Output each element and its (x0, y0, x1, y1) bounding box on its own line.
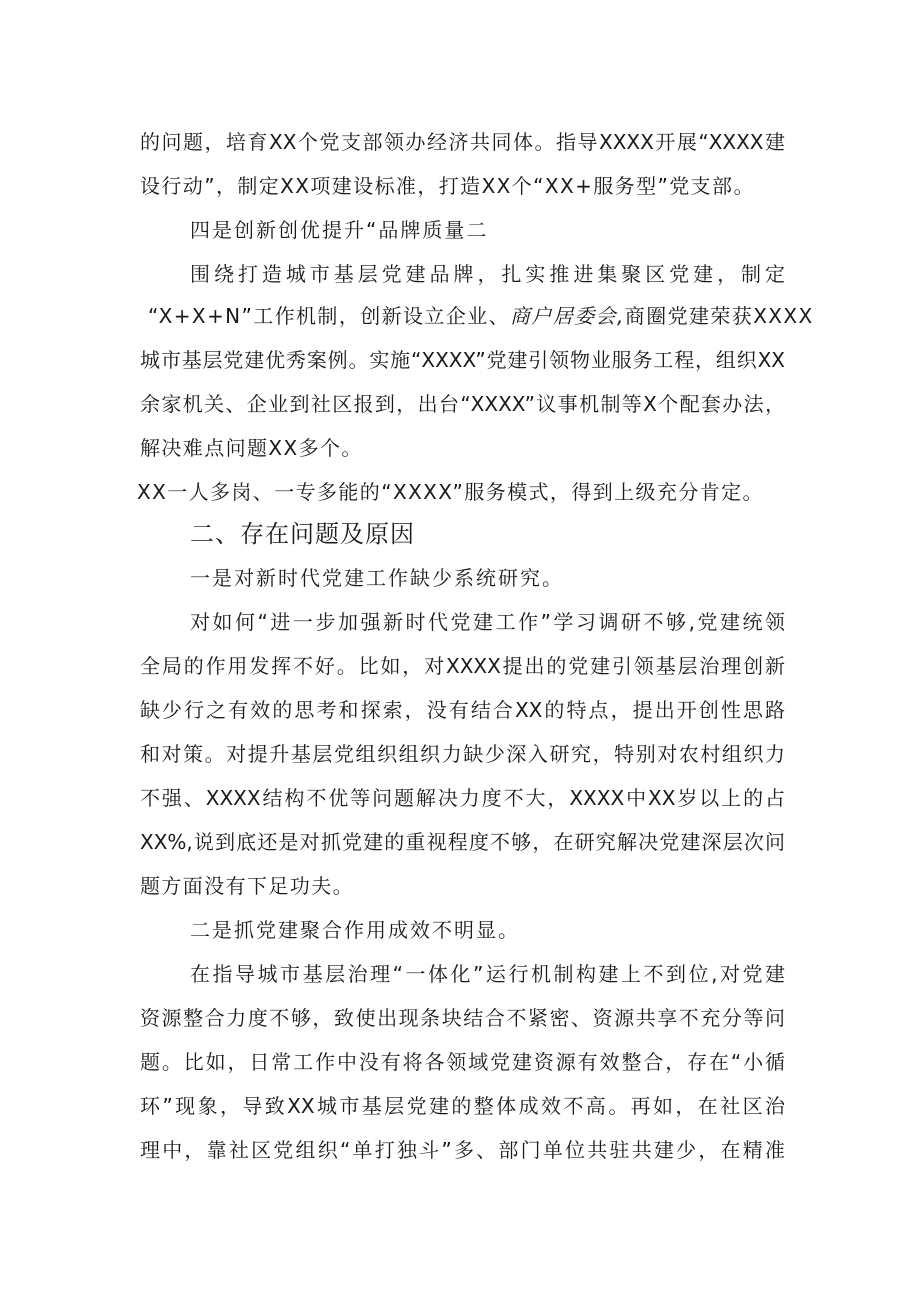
paragraph-line: 不强、XXXX结构不优等问题解决力度不大，XXXX中XX岁以上的占 (140, 786, 785, 810)
paragraph-line: 全局的作用发挥不好。比如，对XXXX提出的党建引领基层治理创新 (140, 654, 785, 678)
paragraph-line: 余家机关、企业到社区报到，出台“XXXX”议事机制等X个配套办法， (140, 392, 785, 416)
paragraph-line (148, 302, 814, 330)
paragraph-line: 围绕打造城市基层党建品牌，扎实推进集聚区党建，制定 (190, 262, 785, 286)
subheading-line: 一是对新时代党建工作缺少系统研究。 (190, 566, 564, 590)
paragraph-line: 在指导城市基层治理“一体化”运行机制构建上不到位,对党建 (190, 962, 785, 986)
paragraph-line: 环”现象，导致XX城市基层党建的整体成效不高。再如，在社区治 (140, 1094, 785, 1118)
paragraph-line: 和对策。对提升基层党组织组织力缺少深入研究，特别对农村组织力 (140, 742, 785, 766)
subheading-line: 四是创新创优提升“品牌质量二 (190, 218, 489, 242)
subheading-line: 二是抓党建聚合作用成效不明显。 (190, 918, 520, 942)
paragraph-line: 理中，靠社区党组织“单打独斗”多、部门单位共驻共建少，在精准 (140, 1138, 785, 1162)
paragraph-line: 解决难点问题XX多个。 (140, 436, 363, 460)
paragraph-line: 设行动”，制定XX项建设标准，打造XX个“XX+服务型”党支部。 (140, 174, 755, 198)
paragraph-line: 城市基层党建优秀案例。实施“XXXX”党建引领物业服务工程，组织XX (140, 348, 785, 372)
paragraph-line: 题。比如，日常工作中没有将各领域党建资源有效整合，存在“小循 (140, 1050, 785, 1074)
paragraph-line: 的问题，培育XX个党支部领办经济共同体。指导XXXX开展“XXXX建 (140, 130, 785, 154)
paragraph-line: 题方面没有下足功夫。 (140, 874, 354, 898)
paragraph-line: 对如何“进一步加强新时代党建工作”学习调研不够,党建统领 (190, 610, 785, 634)
paragraph-line: 缺少行之有效的思考和探索，没有结合XX的特点，提出开创性思路 (140, 698, 785, 722)
italic-segment: 商户居委会, (510, 304, 625, 328)
paragraph-line: 资源整合力度不够，致使出现条块结合不紧密、资源共享不充分等问 (140, 1006, 785, 1030)
line-segment: 商圈党建荣获XXXX (624, 304, 814, 328)
paragraph-line: XX%,说到底还是对抓党建的重视程度不够，在研究解决党建深层次问 (140, 830, 785, 854)
paragraph-line: XX一人多岗、一专多能的“XXXX”服务模式，得到上级充分肯定。 (137, 480, 764, 504)
line-segment: “X+X+N”工作机制，创新设立企业、 (148, 304, 511, 328)
section-heading: 二、存在问题及原因 (190, 520, 415, 548)
